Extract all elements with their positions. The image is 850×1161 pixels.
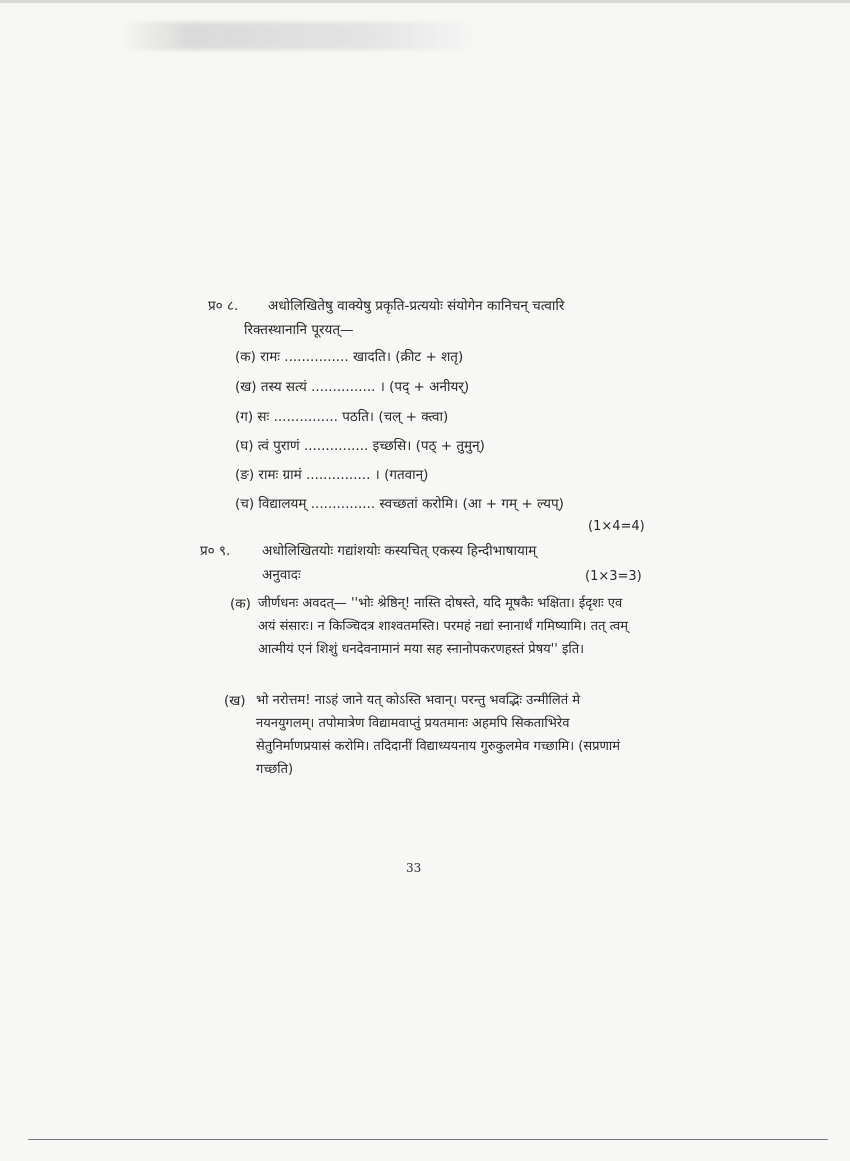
q8-number: प्र० ८. — [208, 298, 239, 314]
q8-item-ga: (ग) सः ............... पठति। (चल् + क्त्वा) — [235, 409, 449, 425]
q9-passage-ka-label: (क) — [230, 596, 251, 612]
q9-number: प्र० ९. — [200, 543, 231, 559]
q9-instruction-line2: अनुवादः — [262, 567, 301, 583]
bottom-scan-line — [28, 1139, 828, 1140]
q8-item-cha: (च) विद्यालयम् ............... स्वच्छतां करोमि। (आ + गम् + ल्यप्) — [235, 496, 564, 512]
q9-instruction-line1: अधोलिखितयोः गद्यांशयोः कस्यचित् एकस्य हिन्दीभाषायाम् — [262, 543, 537, 559]
page-number: 33 — [406, 861, 422, 875]
q9-passage-ka: जीर्णधनः अवदत्— ''भोः श्रेष्ठिन्! नास्ति दोषस्ते, यदि मूषकैः भक्षिता। ईदृशः एव अयं संसारः। न किञ्चिदत्र शाश्वतमस्ति। परमहं नद्यां स्नानार्थं गमिष्यामि। तत् त्वम् आत्मीयं एनं शिशुं धनदेवनामानं मया सह स्नानोपकरणहस्तं प्रेषय'' इति। — [258, 596, 629, 657]
q8-instruction-line2: रिक्तस्थानानि पूरयत्— — [244, 322, 354, 338]
q9-passage-kha: भो नरोत्तम! नाऽहं जाने यत् कोऽस्ति भवान्। परन्तु भवद्भिः उन्मीलितं मे नयनयुगलम्। तपोमात्रेण विद्यामवाप्तुं प्रयतमानः अहमपि सिकताभिरेव सेतुनिर्माणप्रयासं करोमि। तदिदानीं विद्याध्ययनाय गुरुकुलमेव गच्छामि। (सप्रणामं गच्छति) — [256, 693, 621, 777]
q8-item-ka: (क) रामः ............... खादति। (क्रीट + शतृ) — [235, 349, 464, 365]
q8-item-gha: (घ) त्वं पुराणं ............... इच्छसि। (पठ् + तुमुन्) — [235, 438, 485, 454]
q8-marks: (1×4=4) — [588, 519, 645, 534]
top-page-edge — [0, 0, 850, 3]
q9-passage-kha-label: (ख) — [224, 693, 246, 709]
q8-item-kha: (ख) तस्य सत्यं ............... । (पद् + अनीयर्) — [235, 379, 470, 395]
q8-item-nga: (ङ) रामः ग्रामं ............... । (गतवान्) — [235, 467, 429, 483]
q9-marks: (1×3=3) — [585, 569, 642, 584]
q8-instruction-line1: अधोलिखितेषु वाक्येषु प्रकृति-प्रत्ययोः संयोगेन कानिचन् चत्वारि — [268, 298, 565, 314]
scan-smudge — [120, 22, 480, 50]
